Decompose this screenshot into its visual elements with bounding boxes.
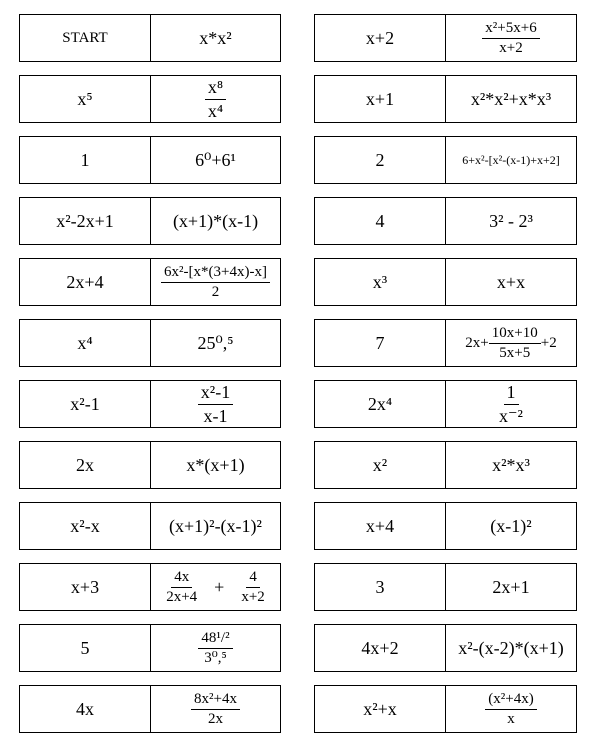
numerator: 1 <box>504 382 519 404</box>
card-question <box>151 381 280 427</box>
domino-card <box>19 258 281 306</box>
card-question: 25⁰,⁵ <box>197 332 234 353</box>
card-question: (x+1)²-(x-1)² <box>169 515 262 536</box>
denominator: 3⁰,⁵ <box>204 649 227 666</box>
denominator: x <box>507 710 515 727</box>
domino-card <box>19 563 281 611</box>
numerator: (x²+4x) <box>485 691 536 710</box>
domino-card <box>314 563 577 611</box>
domino-card <box>19 14 281 62</box>
domino-card <box>314 197 577 245</box>
domino-card <box>19 197 281 245</box>
fraction <box>238 569 267 606</box>
card-question: 6+x²-[x²-(x-1)+x+2] <box>462 152 560 167</box>
domino-card <box>314 136 577 184</box>
card-question: x²*x³ <box>492 454 530 475</box>
numerator: 10x+10 <box>489 325 541 344</box>
fraction <box>496 382 526 425</box>
card-answer: x²-1 <box>20 381 151 427</box>
domino-card <box>314 685 577 733</box>
card-question <box>151 76 280 122</box>
card-answer: x⁵ <box>20 76 151 122</box>
fraction <box>163 569 200 606</box>
domino-card <box>19 502 281 550</box>
domino-card <box>19 319 281 367</box>
numerator: 4x <box>171 569 192 588</box>
numerator: x²+5x+6 <box>482 20 539 39</box>
card-question <box>446 15 576 61</box>
expression-suffix: +2 <box>540 334 557 351</box>
card-answer: 4x <box>20 686 151 732</box>
denominator: 5x+5 <box>499 344 531 361</box>
card-question <box>151 259 280 305</box>
domino-card <box>314 441 577 489</box>
denominator: x-1 <box>203 405 228 426</box>
domino-card <box>19 136 281 184</box>
card-answer: x+4 <box>315 503 446 549</box>
fraction <box>198 382 233 425</box>
numerator: 6x²-[x*(3+4x)-x] <box>161 264 270 283</box>
numerator: x⁸ <box>205 77 226 99</box>
fraction <box>161 264 270 301</box>
card-question: 2x+1 <box>492 576 530 597</box>
denominator: x+2 <box>499 39 523 56</box>
card-question: x²*x²+x*x³ <box>470 88 552 109</box>
denominator: 2x+4 <box>166 588 198 605</box>
card-answer: 4x+2 <box>315 625 446 671</box>
card-answer: 2 <box>315 137 446 183</box>
card-question <box>446 686 576 732</box>
domino-card <box>19 75 281 123</box>
card-question <box>151 625 280 671</box>
card-answer: 2x⁴ <box>315 381 446 427</box>
card-question: (x+1)*(x-1) <box>172 210 259 231</box>
card-question: x*x² <box>199 27 232 48</box>
card-answer: x⁴ <box>20 320 151 366</box>
domino-card <box>314 14 577 62</box>
card-answer: 3 <box>315 564 446 610</box>
fraction <box>191 691 240 728</box>
card-answer: 2x <box>20 442 151 488</box>
domino-card <box>314 502 577 550</box>
fraction <box>205 77 226 120</box>
card-question <box>446 381 576 427</box>
card-answer: 1 <box>20 137 151 183</box>
card-question: 3² - 2³ <box>489 210 533 231</box>
domino-card <box>314 624 577 672</box>
denominator: x⁻² <box>499 405 523 426</box>
denominator: x⁴ <box>207 100 224 121</box>
card-answer: 5 <box>20 625 151 671</box>
card-answer: x² <box>315 442 446 488</box>
domino-card <box>314 258 577 306</box>
card-question <box>151 564 280 610</box>
card-question <box>151 686 280 732</box>
card-answer: START <box>20 15 151 61</box>
card-question <box>446 320 576 366</box>
domino-card <box>19 380 281 428</box>
domino-card <box>314 75 577 123</box>
fraction <box>198 630 232 667</box>
numerator: x²-1 <box>198 382 233 404</box>
card-answer: 7 <box>315 320 446 366</box>
domino-card <box>314 380 577 428</box>
card-answer: x²-2x+1 <box>20 198 151 244</box>
card-answer: x+3 <box>20 564 151 610</box>
card-answer: x²-x <box>20 503 151 549</box>
card-answer: 2x+4 <box>20 259 151 305</box>
card-question: x²-(x-2)*(x+1) <box>458 637 564 658</box>
card-question: x*(x+1) <box>186 454 245 475</box>
fraction <box>485 691 536 728</box>
denominator: 2 <box>211 283 220 300</box>
denominator: x+2 <box>241 588 265 605</box>
denominator: 2x <box>208 710 223 727</box>
card-question: x+x <box>496 271 526 292</box>
plus-operator: + <box>214 576 225 597</box>
domino-card <box>19 624 281 672</box>
domino-card <box>314 319 577 367</box>
card-answer: 4 <box>315 198 446 244</box>
domino-card <box>19 441 281 489</box>
card-answer: x²+x <box>315 686 446 732</box>
card-answer: x+2 <box>315 15 446 61</box>
numerator: 8x²+4x <box>191 691 240 710</box>
card-answer: x+1 <box>315 76 446 122</box>
card-question: (x-1)² <box>490 515 532 536</box>
fraction <box>482 20 539 57</box>
numerator: 48¹/² <box>198 630 232 649</box>
fraction <box>489 325 541 362</box>
card-answer: x³ <box>315 259 446 305</box>
card-question: 6⁰+6¹ <box>195 149 236 170</box>
expression-prefix: 2x+ <box>465 334 489 351</box>
numerator: 4 <box>246 569 260 588</box>
domino-card <box>19 685 281 733</box>
